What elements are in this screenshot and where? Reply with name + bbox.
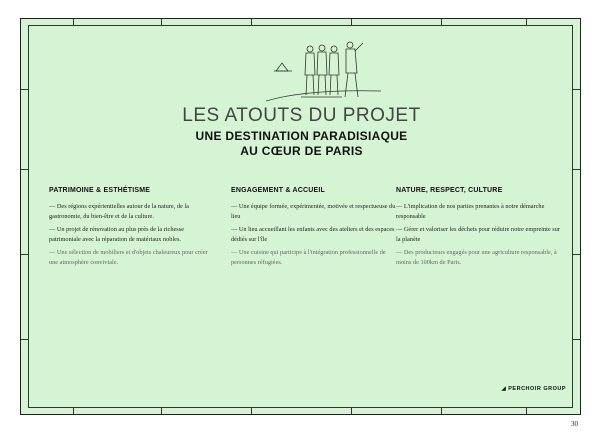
column-nature xyxy=(396,187,561,271)
subtitle-line-2: AU CŒUR DE PARIS xyxy=(240,144,363,158)
column-patrimoine xyxy=(49,187,214,271)
frame-notch xyxy=(351,19,352,26)
column-engagement xyxy=(231,187,396,271)
people-illustration xyxy=(266,39,381,104)
page-title: LES ATOUTS DU PROJET xyxy=(182,105,421,126)
frame-notch xyxy=(73,19,74,26)
frame-notch xyxy=(572,339,580,340)
frame-notch xyxy=(251,19,252,26)
column-paragraph: — Des régions expérientielles autour de la nature, de la gastronomie, du bien-être et de la culture. xyxy=(49,203,189,220)
frame-notch xyxy=(21,169,29,170)
column-heading: PATRIMOINE & ESTHÉTISME xyxy=(49,187,151,194)
frame-notch xyxy=(572,169,580,170)
column-paragraph: — Gérer et valoriser les déchets pour réduire notre empreinte sur la planète xyxy=(396,226,561,243)
frame-notch xyxy=(526,19,527,26)
frame-notch xyxy=(351,407,352,414)
frame-notch xyxy=(21,254,29,255)
brand-name: PERCHOIR GROUP xyxy=(508,386,566,392)
frame-notch xyxy=(572,89,580,90)
column-paragraph: — Une cuisine qui participe à l'intégration professionnelle de personnes réfugiées. xyxy=(231,249,386,266)
brand-mark-icon: ◢ xyxy=(501,386,507,392)
column-paragraph: — Un lieu accueillant les enfants avec des ateliers et des espaces dédiés sur l'île xyxy=(231,226,395,243)
frame-notch xyxy=(251,407,252,414)
frame-notch xyxy=(441,19,442,26)
frame-notch xyxy=(161,19,162,26)
frame-notch xyxy=(441,407,442,414)
column-paragraph: — Une équipe formée, expérimentée, motivée et respectueuse du lieu xyxy=(231,203,396,220)
frame-notch xyxy=(526,407,527,414)
frame-notch xyxy=(21,339,29,340)
frame-notch xyxy=(73,407,74,414)
frame-notch xyxy=(572,254,580,255)
frame-notch xyxy=(21,89,29,90)
document-panel xyxy=(20,18,581,415)
column-heading: NATURE, RESPECT, CULTURE xyxy=(396,187,503,194)
frame-notch xyxy=(161,407,162,414)
column-paragraph: — Des producteurs engagés pour une agriculture responsable, à moins de 100km de Paris. xyxy=(396,249,557,266)
column-paragraph: — L'implication de nos parties prenantes à notre démarche responsable xyxy=(396,203,545,220)
column-paragraph: — Une sélection de mobiliers et d'objets chaleureux pour créer une atmosphère conviviale. xyxy=(49,249,208,266)
brand-logo xyxy=(502,386,567,392)
column-heading: ENGAGEMENT & ACCUEIL xyxy=(231,187,325,194)
page-number: 30 xyxy=(571,420,578,428)
column-paragraph: — Un projet de rénovation au plus près de la richesse patrimoniale avec la réparation de matériaux nobles. xyxy=(49,226,184,243)
subtitle-line-1: UNE DESTINATION PARADISIAQUE xyxy=(195,129,408,143)
